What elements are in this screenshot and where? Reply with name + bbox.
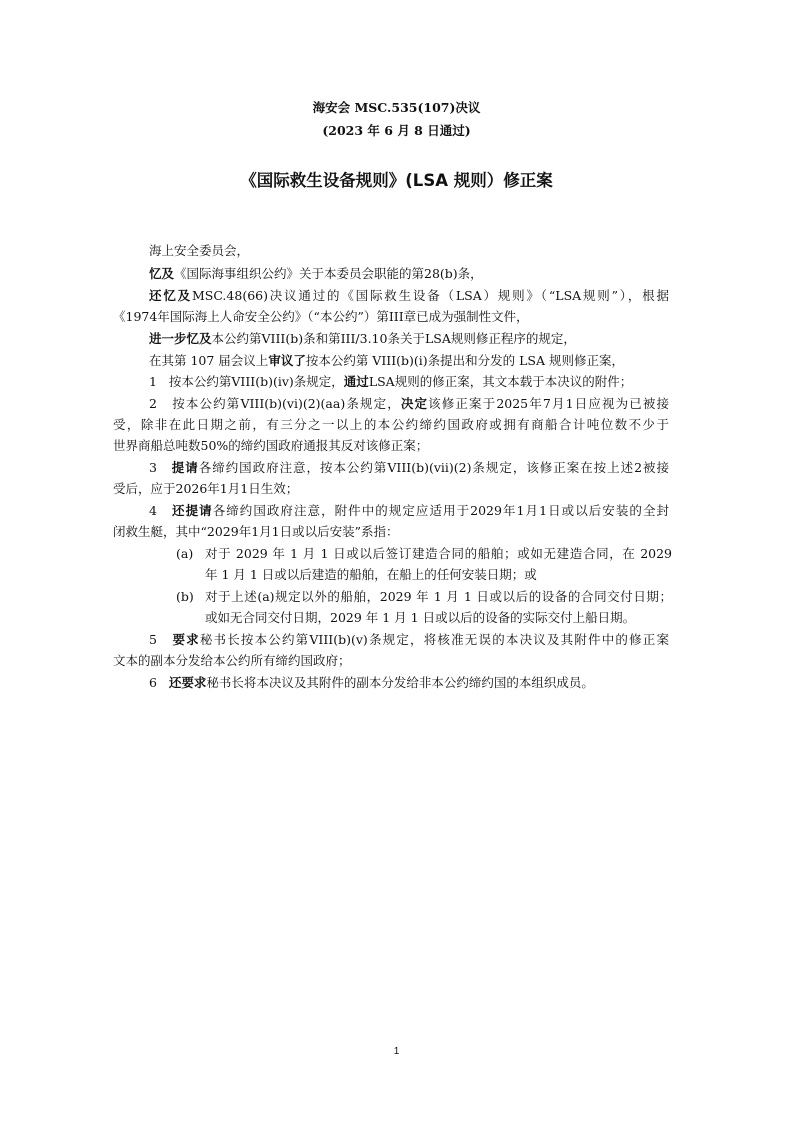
item-3-text: 各缔约国政府注意，按本公约第VIII(b)(vii)(2)条规定，该修正案在按上述2被接 [198,460,669,475]
item-1 [149,374,632,390]
item-4-line-2: 闭救生艇，其中“2029年1月1日或以后安装”系指： [113,524,399,539]
considered-keyword: 审议了 [268,353,306,368]
recalling-also-text: MSC.48(66)决议通过的《国际救生设备（LSA）规则》（“LSA规则”），根据 [191,288,669,303]
preamble-paragraph-1 [149,266,483,282]
item-number: 6 [149,675,157,690]
adopts-keyword: 通过 [343,374,369,389]
recalling-keyword: 忆及 [149,266,175,281]
item-4b-line-2: 或如无合同交付日期，2029 年 1 月 1 日或以后的设备的实际交付上船日期。 [205,610,636,625]
item-6-text: 秘书长将本决议及其附件的副本分发给非本公约缔约国的本组织成员。 [206,675,594,690]
adoption-date: (2023 年 6 月 8 日通过) [322,123,471,138]
item-6 [149,675,594,691]
committee-line: 海上安全委员会， [149,243,250,258]
item-2-line-3: 世界商船总吨数50%的缔约国政府通报其反对该修正案； [113,438,429,453]
item-4b-label: (b) [176,589,194,604]
document-title: 《国际救生设备规则》(LSA 规则）修正案 [240,171,553,190]
considered-text: 按本公约第 VIII(b)(i)条提出和分发的 LSA 规则修正案， [305,353,624,368]
preamble-paragraph-3 [149,331,576,347]
item-5-text: 秘书长按本公约第VIII(b)(v)条规定，将核准无误的本决议及其附件中的修正案 [199,632,669,647]
preamble-paragraph-2 [149,288,669,304]
item-3-line-2: 受后，应于2026年1月1日生效； [113,481,299,496]
item-4a-label: (a) [176,546,194,561]
requests-keyword: 要求 [172,632,200,647]
preamble-paragraph-2-line-2: 《1974年国际海上人命安全公约》（“本公约”）第III章已成为强制性文件， [113,309,529,324]
resolution-number: 海安会 MSC.535(107)决议 [312,100,481,115]
item-2-text: 该修正案于2025年7月1日应视为已被接 [428,396,669,411]
item-3 [149,460,669,476]
item-4a-line-1: 对于 2029 年 1 月 1 日或以后签订建造合同的船舶；或如无建造合同，在 2029 [205,546,673,561]
item-2-line-2: 受，除非在此日期之前，有三分之一以上的本公约缔约国政府或拥有商船合计吨位数不少于 [113,417,669,432]
page-number: 1 [393,1046,400,1057]
item-1-text: LSA规则的修正案，其文本载于本决议的附件； [368,374,633,389]
recalling-further-text: 本公约第VIII(b)条和第III/3.10条关于LSA规则修正程序的规定， [211,331,576,346]
item-4b-line-1: 对于上述(a)规定以外的船舶，2029 年 1 月 1 日或以后的设备的合同交付日期； [205,589,672,604]
invites-keyword: 提请 [171,460,199,475]
considered-prefix: 在其第 107 届会议上 [149,353,269,368]
item-4a-line-2: 年 1 月 1 日或以后建造的船舶，在船上的任何安装日期；或 [205,567,537,582]
recalling-text: 《国际海事组织公约》关于本委员会职能的第28(b)条， [174,266,483,281]
item-4 [149,503,669,519]
recalling-also-keyword: 还忆及 [149,288,192,303]
determines-keyword: 决定 [400,396,429,411]
item-number: 3 [149,460,157,475]
item-number: 5 [149,632,157,647]
item-5-line-2: 文本的副本分发给本公约所有缔约国政府； [113,653,351,668]
item-4-text: 各缔约国政府注意，附件中的规定应适用于2029年1月1日或以后安装的全封 [212,503,669,518]
item-2-prefix: 按本公约第VIII(b)(vi)(2)(aa)条规定， [172,396,401,411]
further-invites-keyword: 还提请 [172,503,213,518]
further-requests-keyword: 还要求 [168,675,207,690]
item-1-prefix: 按本公约第VIII(b)(iv)条规定， [168,374,344,389]
preamble-paragraph-4 [149,353,624,369]
recalling-further-keyword: 进一步忆及 [149,331,212,346]
item-5 [149,632,669,648]
item-number: 4 [149,503,157,518]
item-2 [149,396,669,412]
item-number: 1 [149,374,157,389]
item-number: 2 [149,396,157,411]
